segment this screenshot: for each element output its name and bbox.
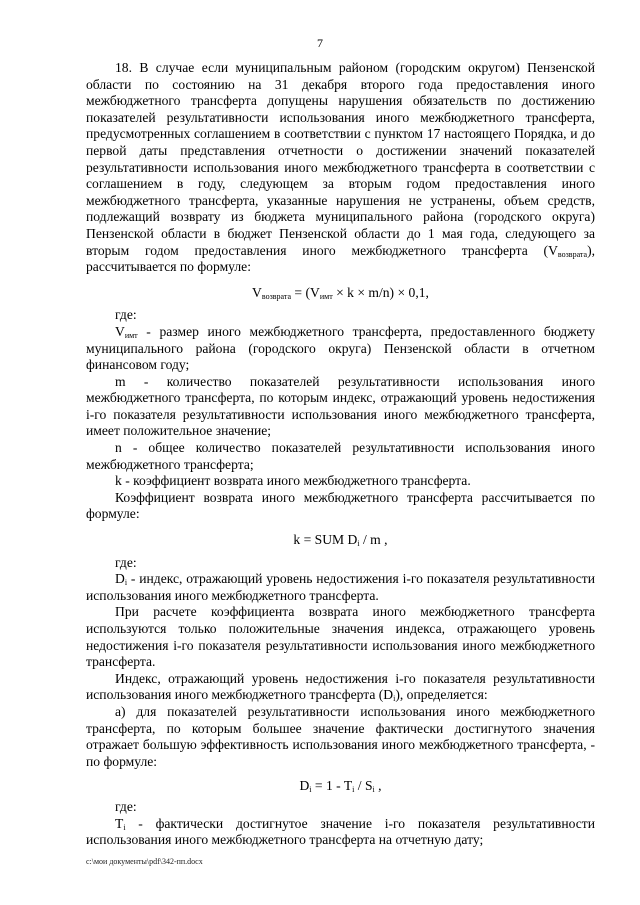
definition-ti-sub: i <box>123 822 126 832</box>
paragraph-18-text: 18. В случае если муниципальным районом (городским округом) Пензенской области по состоянию на 31 декабря второго года предоставления иного межбюджетного трансферта допущены нарушения обязательств по достижению показателей результативности использования иного межбюджетного трансферта, предусмотренных соглашением в соответствии с пунктом 17 настоящего Порядка, и до первой даты представления отчетности о достижении значений показателей результативности использования иного межбюджетного трансферта в соответствии с соглашением в году, следующем за вторым годом предоставления иного межбюджетного трансферта, указанные нарушения не устранены, объем средств, подлежащий возврату из бюджета муниципального района (городского округа) Пензенской области в бюджет Пензенской области до 1 мая года, следующего за вторым годом предоставления иного межбюджетного трансферта (V <box>86 60 595 258</box>
formula3-d: D <box>299 778 310 794</box>
where-label-1: где: <box>115 307 137 323</box>
paragraph-a: а) для показателей результативности использования иного межбюджетного трансферта, по которым большее значение фактически достигнутого значения отражает большую эффективность использования иного межбюджетного трансферта, - по формуле: <box>86 703 595 769</box>
where-label-3: где: <box>115 798 137 814</box>
definition-vimt-text: - размер иного межбюджетного трансферта, предоставленного бюджету муниципального района (городского округа) Пензенской области в отчетном финансовом году; <box>86 323 595 373</box>
definition-ti <box>86 816 595 849</box>
formula-di <box>86 778 595 795</box>
paragraph-18-end: ), рассчитывается по формуле: <box>86 242 595 275</box>
formula-return-volume <box>86 285 595 302</box>
paragraph-index-definition <box>86 671 595 704</box>
formula3-mid2: / S <box>354 778 373 794</box>
formula1-rest: × k × m/n) × 0,1, <box>332 284 429 300</box>
formula3-d-sub: i <box>309 785 312 795</box>
paragraph-index-sub: i <box>393 694 396 704</box>
definition-k: k - коэффициент возврата иного межбюджетного трансферта. <box>115 473 471 489</box>
page-number: 7 <box>317 36 323 50</box>
definition-di-symbol: D <box>115 571 125 587</box>
document-body <box>86 60 595 849</box>
k-intro: Коэффициент возврата иного межбюджетного трансферта рассчитывается по формуле: <box>86 489 595 522</box>
definition-n: n - общее количество показателей результативности использования иного межбюджетного трансферта; <box>86 440 595 472</box>
paragraph-index-end: ), определяется: <box>395 687 488 703</box>
paragraph-18-sub: возврата <box>557 249 588 259</box>
paragraph-18 <box>86 60 595 276</box>
footer-file-path: c:\мои документы\pdf\342-пп.docx <box>86 857 203 866</box>
where-label-2: где: <box>115 554 137 570</box>
formula3-s-sub: i <box>372 785 375 795</box>
formula-k <box>86 532 595 549</box>
paragraph-index-text: Индекс, отражающий уровень недостижения i-го показателя результативности использования иного межбюджетного трансферта (D <box>86 670 595 703</box>
formula3-mid: = 1 - T <box>311 778 353 794</box>
definition-di-text: - индекс, отражающий уровень недостижения i-го показателя результативности использования иного межбюджетного трансферта. <box>86 571 595 603</box>
definition-di-sub: i <box>124 578 128 588</box>
formula1-mid: = (V <box>291 284 320 300</box>
formula2-sub: i <box>357 539 360 549</box>
formula1-imt-sub: имт <box>319 291 333 301</box>
definition-m: m - количество показателей результативности использования иного межбюджетного трансферта, по которым индекс, отражающий уровень недостижения i-го показателя результативности использования иного межбюджетного трансферта, имеет положительное значение; <box>86 373 595 439</box>
definition-vimt-symbol: V <box>115 323 125 339</box>
definition-di <box>86 571 595 604</box>
paragraph-positive-values: При расчете коэффициента возврата иного межбюджетного трансферта используются только положительные значения индекса, отражающего уровень недостижения i-го показателя результативности использования иного межбюджетного трансферта. <box>86 604 595 670</box>
formula3-end: , <box>374 778 382 794</box>
definition-vimt-sub: имт <box>124 330 138 340</box>
definition-vimt <box>86 324 595 374</box>
formula2-right: / m , <box>359 532 388 548</box>
definition-ti-symbol: T <box>115 815 124 831</box>
formula1-v: V <box>252 284 262 300</box>
formula1-v-sub: возврата <box>261 291 292 301</box>
formula3-t-sub: i <box>352 785 355 795</box>
formula2-left: k = SUM D <box>293 532 358 548</box>
definition-ti-text: - фактически достигнутое значение i-го показателя результативности использования иного межбюджетного трансферта на отчетную дату; <box>86 815 595 848</box>
